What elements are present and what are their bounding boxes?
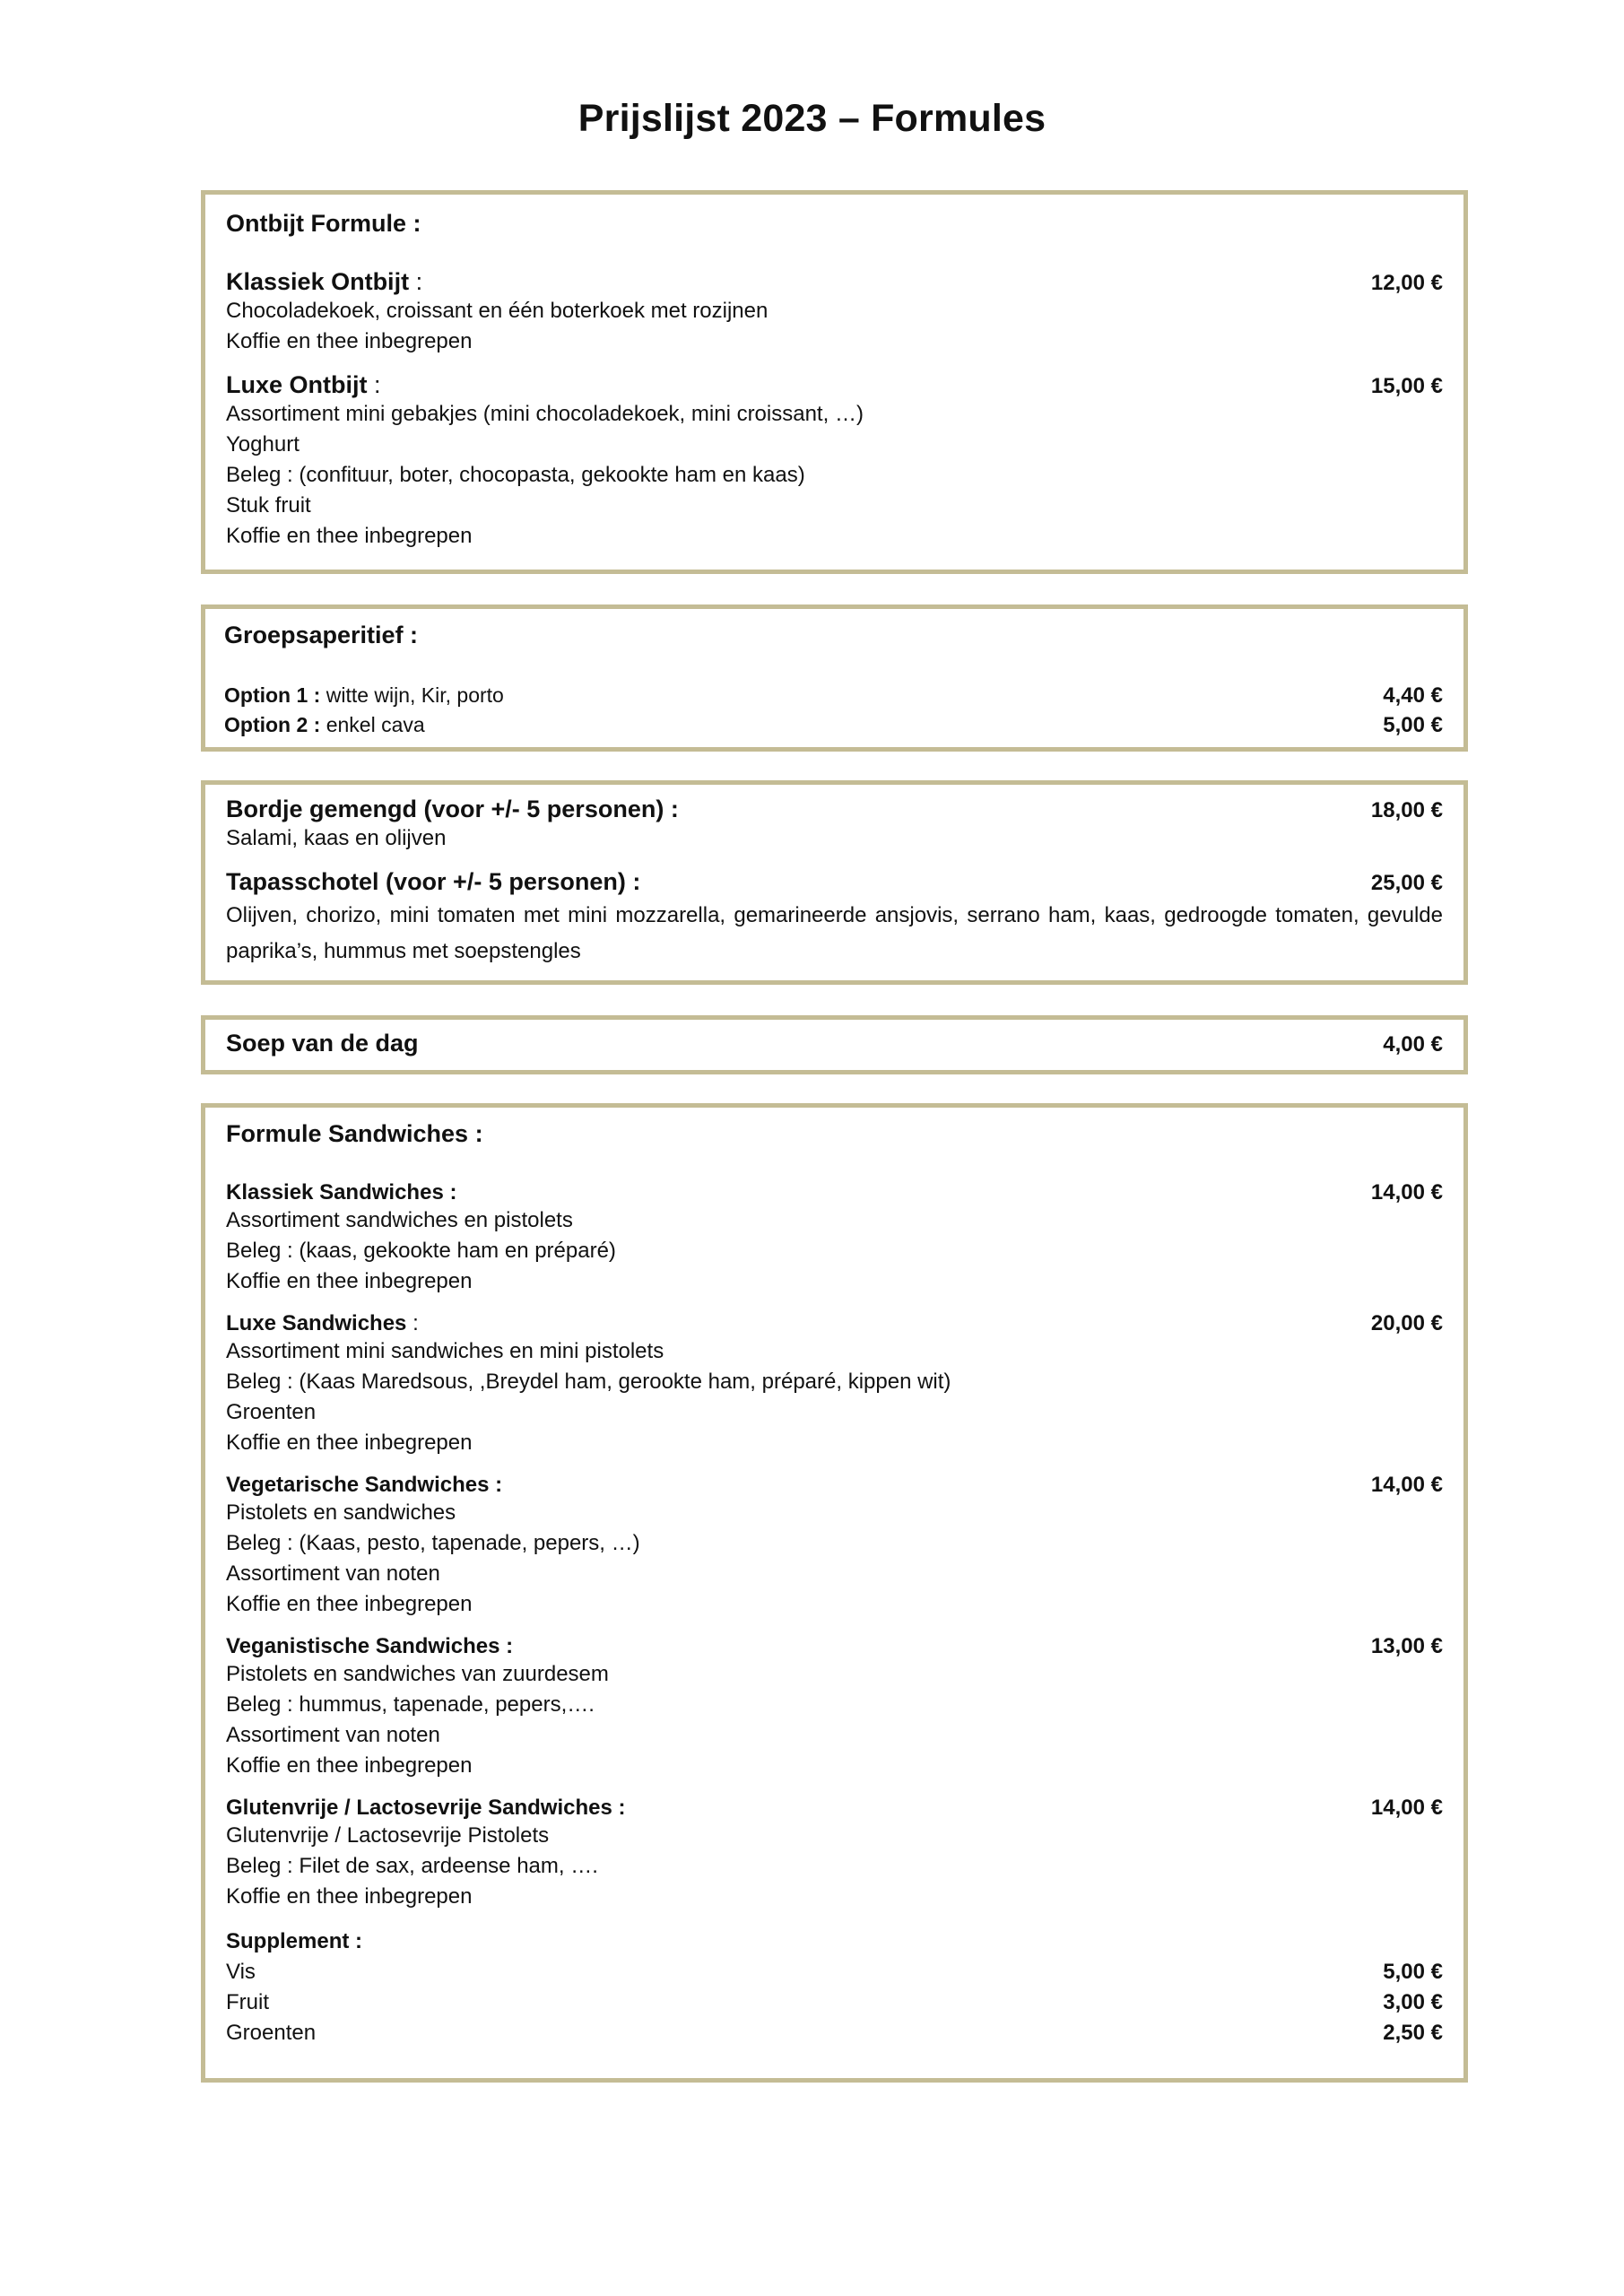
supplement-name: Vis <box>226 1960 256 1984</box>
supplement-name: Fruit <box>226 1990 269 2014</box>
sandwich-item-line: Assortiment van noten <box>226 1723 440 1747</box>
sandwich-item-name: Glutenvrije / Lactosevrije Sandwiches : <box>226 1796 626 1820</box>
aperitief-option-price: 4,40 € <box>1383 683 1443 708</box>
sandwich-item-price: 14,00 € <box>1370 1473 1443 1497</box>
bordje-gemengd-desc: Salami, kaas en olijven <box>226 826 447 850</box>
tapasschotel-desc: Olijven, chorizo, mini tomaten met mini mozzarella, gemarineerde ansjovis, serrano ham, kaas, gedroogde tomaten, gevulde paprika’s, hummus met soepstengles <box>226 903 1443 963</box>
bordje-gemengd-name: Bordje gemengd (voor +/- 5 personen) : <box>226 796 679 822</box>
sandwich-item-title <box>226 1311 419 1336</box>
luxe-ontbijt-line: Assortiment mini gebakjes (mini chocoladekoek, mini croissant, …) <box>226 402 864 426</box>
supplement-name: Groenten <box>226 2021 317 2045</box>
aperitief-option-text: witte wijn, Kir, porto <box>320 683 504 707</box>
sandwich-item-name: Veganistische Sandwiches : <box>226 1634 514 1658</box>
luxe-ontbijt-row <box>226 371 1443 399</box>
supplement-row <box>226 1987 1443 2018</box>
tapasschotel-name: Tapasschotel (voor +/- 5 personen) : <box>226 868 641 895</box>
supplement-price: 2,50 € <box>1383 2021 1443 2045</box>
sandwich-item-line: Assortiment sandwiches en pistolets <box>226 1208 573 1232</box>
sandwich-item-line: Koffie en thee inbegrepen <box>226 1884 473 1909</box>
luxe-ontbijt-name: Luxe Ontbijt <box>226 371 368 398</box>
soep-row <box>226 1030 1443 1057</box>
sandwich-item-row <box>226 1796 1443 1821</box>
bordje-gemengd-price: 18,00 € <box>1370 798 1443 822</box>
sandwich-item-line: Beleg : (Kaas, pesto, tapenade, pepers, …) <box>226 1531 640 1555</box>
luxe-ontbijt-suffix: : <box>367 371 381 398</box>
sandwich-item-line: Groenten <box>226 1400 317 1424</box>
sandwiches-heading: Formule Sandwiches : <box>226 1120 483 1147</box>
sandwich-item-line: Beleg : hummus, tapenade, pepers,…. <box>226 1692 595 1717</box>
sandwich-item-price: 14,00 € <box>1370 1180 1443 1205</box>
supplement-heading: Supplement : <box>226 1929 363 1953</box>
sandwich-item-row <box>226 1311 1443 1336</box>
sandwich-item-name: Luxe Sandwiches <box>226 1311 407 1335</box>
luxe-ontbijt-line: Beleg : (confituur, boter, chocopasta, gekookte ham en kaas) <box>226 463 805 487</box>
sandwich-item-line: Koffie en thee inbegrepen <box>226 1592 473 1616</box>
sandwich-item-price: 20,00 € <box>1370 1311 1443 1335</box>
tapasschotel-row <box>226 868 1443 896</box>
sandwich-item-line: Koffie en thee inbegrepen <box>226 1431 473 1455</box>
sandwich-item-row <box>226 1180 1443 1205</box>
aperitief-option-price: 5,00 € <box>1383 713 1443 737</box>
soep-box <box>201 1015 1468 1074</box>
supplement-price: 3,00 € <box>1383 1990 1443 2014</box>
sandwich-item-line: Beleg : Filet de sax, ardeense ham, …. <box>226 1854 598 1878</box>
sandwich-item-line: Beleg : (kaas, gekookte ham en préparé) <box>226 1239 616 1263</box>
klassiek-ontbijt-suffix: : <box>409 268 423 295</box>
sandwiches-box <box>201 1103 1468 2083</box>
klassiek-ontbijt-row <box>226 268 1443 296</box>
klassiek-ontbijt-line: Chocoladekoek, croissant en één boterkoek met rozijnen <box>226 299 769 323</box>
sandwich-item-line: Assortiment van noten <box>226 1561 440 1586</box>
luxe-ontbijt-line: Stuk fruit <box>226 493 311 517</box>
sandwich-item-line: Glutenvrije / Lactosevrije Pistolets <box>226 1823 550 1848</box>
aperitief-option-row <box>224 713 1443 738</box>
luxe-ontbijt-price: 15,00 € <box>1370 374 1443 398</box>
tapasschotel-price: 25,00 € <box>1370 871 1443 895</box>
sandwich-item-line: Koffie en thee inbegrepen <box>226 1753 473 1778</box>
luxe-ontbijt-title <box>226 371 381 399</box>
sandwich-item-line: Pistolets en sandwiches van zuurdesem <box>226 1662 609 1686</box>
sandwich-item-line: Koffie en thee inbegrepen <box>226 1269 473 1293</box>
sandwich-item-price: 13,00 € <box>1370 1634 1443 1658</box>
aperitief-heading: Groepsaperitief : <box>224 622 419 648</box>
bordjes-box <box>201 780 1468 985</box>
luxe-ontbijt-line: Koffie en thee inbegrepen <box>226 524 473 548</box>
sandwich-item-price: 14,00 € <box>1370 1796 1443 1820</box>
klassiek-ontbijt-name: Klassiek Ontbijt <box>226 268 410 295</box>
sandwich-item-line: Beleg : (Kaas Maredsous, ,Breydel ham, gerookte ham, préparé, kippen wit) <box>226 1370 951 1394</box>
klassiek-ontbijt-line: Koffie en thee inbegrepen <box>226 329 473 353</box>
soep-price: 4,00 € <box>1383 1032 1443 1057</box>
sandwich-item-row <box>226 1473 1443 1498</box>
ontbijt-box <box>201 190 1468 574</box>
supplement-price: 5,00 € <box>1383 1960 1443 1984</box>
aperitief-box <box>201 604 1468 752</box>
sandwich-item-name: Klassiek Sandwiches : <box>226 1180 457 1205</box>
aperitief-option <box>224 683 504 708</box>
aperitief-option-label: Option 1 : <box>224 683 321 707</box>
supplement-row <box>226 1957 1443 1987</box>
sandwich-item-suffix: : <box>406 1311 419 1335</box>
aperitief-option-text: enkel cava <box>320 713 425 736</box>
ontbijt-heading: Ontbijt Formule : <box>226 210 421 237</box>
soep-name: Soep van de dag <box>226 1030 419 1057</box>
klassiek-ontbijt-price: 12,00 € <box>1370 271 1443 295</box>
aperitief-option-label: Option 2 : <box>224 713 321 736</box>
luxe-ontbijt-line: Yoghurt <box>226 432 300 457</box>
aperitief-option <box>224 713 425 737</box>
bordje-gemengd-row <box>226 796 1443 823</box>
supplement-row <box>226 2018 1443 2048</box>
sandwich-item-row <box>226 1634 1443 1659</box>
sandwich-item-line: Assortiment mini sandwiches en mini pistolets <box>226 1339 664 1363</box>
sandwich-item-line: Pistolets en sandwiches <box>226 1500 456 1525</box>
page-title: Prijslijst 2023 – Formules <box>578 97 1046 140</box>
aperitief-option-row <box>224 683 1443 709</box>
klassiek-ontbijt-title <box>226 268 422 296</box>
sandwich-item-name: Vegetarische Sandwiches : <box>226 1473 503 1497</box>
